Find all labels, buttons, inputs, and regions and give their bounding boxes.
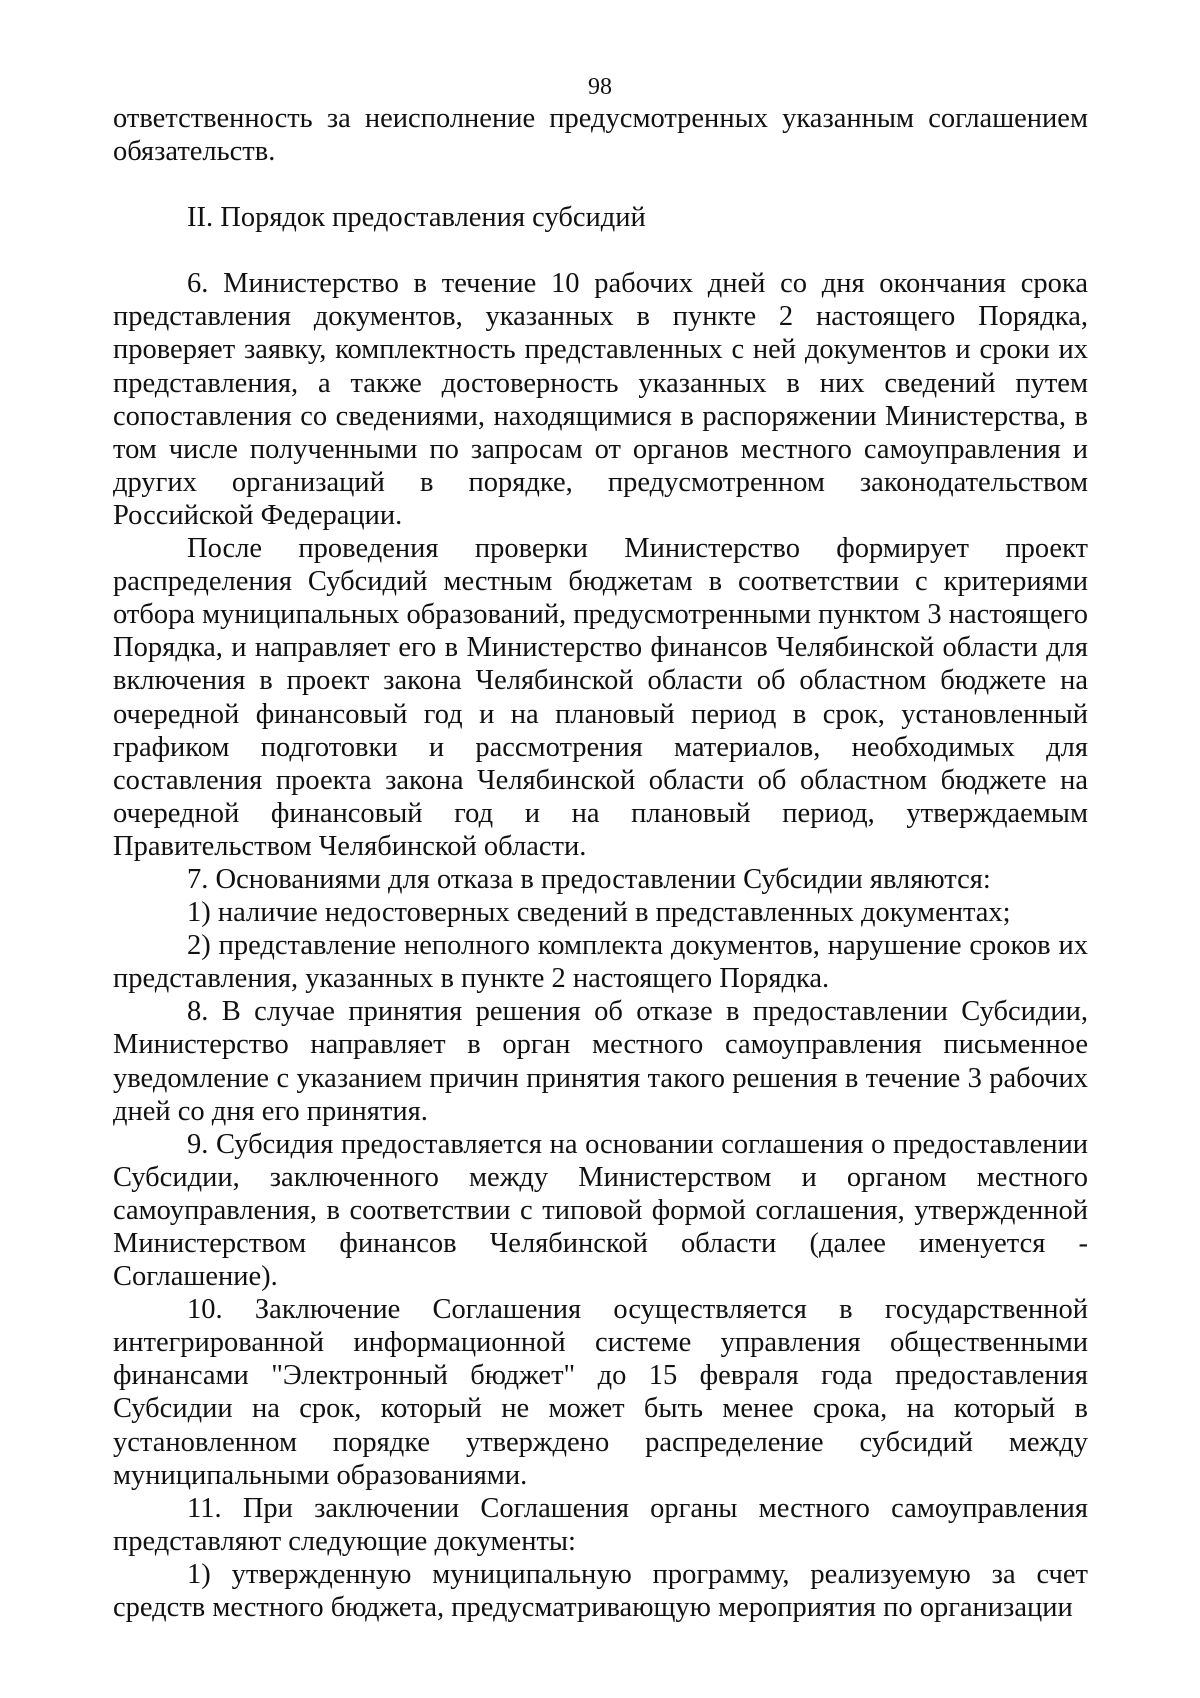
paragraph-continuation: ответственность за неисполнение предусмотренных указанным соглашением обязательств.	[113, 103, 1088, 168]
paragraph-item-7-1: 1) наличие недостоверных сведений в представленных документах;	[187, 897, 1011, 929]
paragraph-item-6: 6. Министерство в течение 10 рабочих дней со дня окончания срока представления документов, указанных в пункте 2 настоящего Порядка, проверяет заявку, комплектность представленных с ней документов и сроки их представления, а также достоверность указанных в них сведений путем сопоставления со сведениями, находящимися в распоряжении Министерства, в том числе полученными по запросам от органов местного самоуправления и других организаций в порядке, предусмотренном законодательством Российской Федерации.	[113, 268, 1088, 531]
page-number: 98	[588, 74, 612, 100]
paragraph-item-7: 7. Основаниями для отказа в предоставлении Субсидии являются:	[187, 863, 991, 895]
paragraph-item-8: 8. В случае принятия решения об отказе в предоставлении Субсидии, Министерство направляет в орган местного самоуправления письменное уведомление с указанием причин принятия такого решения в течение 3 рабочих дней со дня его принятия.	[113, 996, 1088, 1127]
paragraph-item-11-1: 1) утвержденную муниципальную программу, реализуемую за счет средств местного бюджета, предусматривающую мероприятия по организации	[113, 1558, 1088, 1624]
paragraph-item-10: 10. Заключение Соглашения осуществляется в государственной интегрированной информационной системе управления общественными финансами "Электронный бюджет" до 15 февраля года предоставления Субсидии на срок, который не может быть менее срока, на который в установленном порядке утверждено распределение субсидий между муниципальными образованиями.	[113, 1294, 1088, 1491]
paragraph-item-11: 11. При заключении Соглашения органы местного самоуправления представляют следующие документы:	[113, 1492, 1088, 1557]
paragraph-item-7-2: 2) представление неполного комплекта документов, нарушение сроков их представления, указанных в пункте 2 настоящего Порядка.	[113, 930, 1088, 995]
document-body	[113, 102, 1088, 1624]
paragraph-item-9: 9. Субсидия предоставляется на основании соглашения о предоставлении Субсидии, заключенного между Министерством и органом местного самоуправления, в соответствии с типовой формой соглашения, утвержденной Министерством финансов Челябинской области (далее именуется - Соглашение).	[113, 1128, 1088, 1293]
section-heading: II. Порядок предоставления субсидий	[187, 202, 646, 234]
paragraph-after-check: После проведения проверки Министерство формирует проект распределения Субсидий местным бюджетам в соответствии с критериями отбора муниципальных образований, предусмотренными пунктом 3 настоящего Порядка, и направляет его в Министерство финансов Челябинской области для включения в проект закона Челябинской области об областном бюджете на очередной финансовый год и на плановый период в срок, установленный графиком подготовки и рассмотрения материалов, необходимых для составления проекта закона Челябинской области об областном бюджете на очередной финансовый год и на плановый период, утверждаемым Правительством Челябинской области.	[113, 533, 1088, 862]
